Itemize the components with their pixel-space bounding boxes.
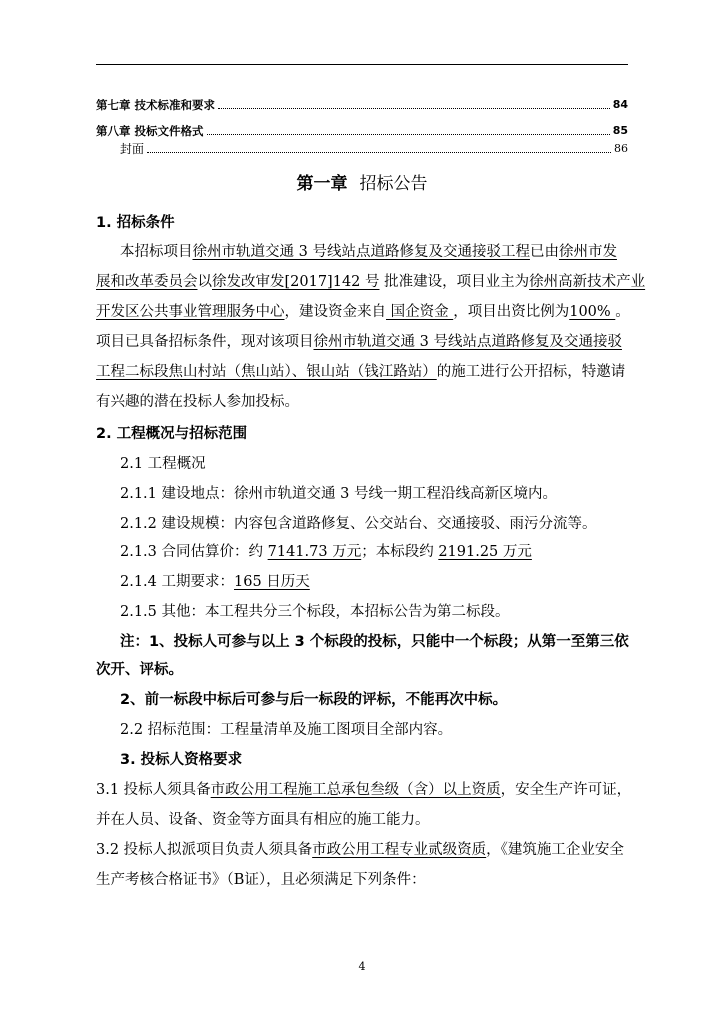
approval-number: 徐发改审发[2017]142 号 bbox=[212, 274, 380, 290]
toc-leader-dots bbox=[207, 134, 610, 135]
note-line: 次开、评标。 bbox=[96, 662, 183, 678]
toc-entry-cover[interactable] bbox=[120, 138, 628, 156]
toc-entry-chapter8[interactable] bbox=[96, 120, 628, 138]
paragraph-line: 并在人员、设备、资金等方面具有相应的施工能力。 bbox=[96, 812, 430, 828]
chapter-title bbox=[0, 172, 724, 196]
paragraph-line: 本招标项目徐州市轨道交通 3 号线站点道路修复及交通接驳工程已由徐州市发 bbox=[120, 244, 617, 260]
section-heading-1: 1. 招标条件 bbox=[96, 215, 175, 231]
toc-entry-chapter7[interactable] bbox=[96, 94, 628, 112]
paragraph-line: 3.2 投标人拟派项目负责人须具备市政公用工程专业贰级资质，《建筑施工企业安全 bbox=[96, 842, 624, 858]
paragraph-line: 2.1 工程概况 bbox=[120, 456, 206, 472]
paragraph-line: 3.1 投标人须具备市政公用工程施工总承包叁级（含）以上资质，安全生产许可证， bbox=[96, 782, 632, 798]
paragraph-line: 有兴趣的潜在投标人参加投标。 bbox=[96, 394, 299, 410]
paragraph-line: 2.1.1 建设地点：徐州市轨道交通 3 号线一期工程沿线高新区境内。 bbox=[120, 486, 557, 502]
toc-leader-dots bbox=[218, 108, 610, 109]
paragraph-line: 2.1.3 合同估算价：约 7141.73 万元；本标段约 2191.25 万元 bbox=[120, 544, 532, 560]
paragraph-line: 展和改革委员会以徐发改审发[2017]142 号 批准建设，项目业主为徐州高新技术产业 bbox=[96, 274, 646, 290]
paragraph-line: 项目已具备招标条件，现对该项目徐州市轨道交通 3 号线站点道路修复及交通接驳 bbox=[96, 334, 622, 350]
toc-entry-page: 84 bbox=[612, 98, 628, 111]
paragraph-line: 工程二标段焦山村站（焦山站）、银山站（钱江路站）的施工进行公开招标，特邀请 bbox=[96, 364, 626, 380]
paragraph-line: 开发区公共事业管理服务中心，建设资金来自 国企资金 ，项目出资比例为100% 。 bbox=[96, 304, 630, 320]
paragraph-line: 生产考核合格证书》（B证），且必须满足下列条件： bbox=[96, 872, 426, 888]
toc-entry-title: 第七章 技术标准和要求 bbox=[96, 98, 216, 112]
toc-entry-page: 85 bbox=[612, 124, 628, 137]
paragraph-line: 2.2 招标范围：工程量清单及施工图项目全部内容。 bbox=[120, 722, 453, 738]
paragraph-line: 2.1.4 工期要求：165 日历天 bbox=[120, 574, 310, 590]
toc-entry-title: 封面 bbox=[120, 142, 145, 156]
note-line: 注：1、投标人可参与以上 3 个标段的投标，只能中一个标段；从第一至第三依 bbox=[120, 634, 629, 650]
section-heading-2: 2. 工程概况与招标范围 bbox=[96, 426, 248, 442]
header-rule bbox=[96, 64, 628, 65]
toc-entry-title: 第八章 投标文件格式 bbox=[96, 124, 204, 138]
paragraph-line: 2.1.2 建设规模：内容包含道路修复、公交站台、交通接驳、雨污分流等。 bbox=[120, 516, 597, 532]
project-name: 徐州市轨道交通 3 号线站点道路修复及交通接驳工程 bbox=[192, 244, 530, 260]
note-line: 2、前一标段中标后可参与后一标段的评标，不能再次中标。 bbox=[120, 692, 508, 708]
page-number: 4 bbox=[358, 960, 366, 973]
toc-leader-dots bbox=[147, 152, 611, 153]
chapter-number: 第一章 bbox=[296, 174, 348, 194]
section-heading-3: 3. 投标人资格要求 bbox=[120, 752, 243, 768]
chapter-name: 招标公告 bbox=[359, 174, 428, 194]
toc-entry-page: 86 bbox=[614, 142, 628, 155]
paragraph-line: 2.1.5 其他：本工程共分三个标段，本招标公告为第二标段。 bbox=[120, 604, 510, 620]
